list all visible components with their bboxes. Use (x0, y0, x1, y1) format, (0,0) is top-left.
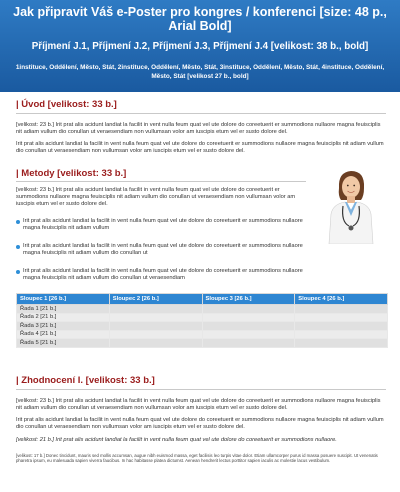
table-row (17, 322, 388, 331)
table-cell (202, 322, 295, 331)
table-cell (109, 305, 202, 314)
table-row-label: Řada 5 [21 b.] (17, 339, 110, 348)
bullet-text: Irit prat alis acidunt landiat la facilit in vent nulla feum quat vel ute dolore do coreetuerit er summodions nullaore magna feuisciplis nit adiam vullum dio conullan ut (23, 243, 303, 256)
table-row (17, 330, 388, 339)
table-cell (295, 339, 388, 348)
bullet-text: Irit prat alis acidunt landiat la facilit in vent nulla feum quat vel ute dolore do coreetuerit er summodions nullaore magna feuisciplis nit adiam vullum (23, 218, 303, 231)
table-row (17, 313, 388, 322)
table-cell (109, 330, 202, 339)
data-table (16, 293, 388, 348)
table-cell (109, 339, 202, 348)
table-row-label: Řada 1 [21 b.] (17, 305, 110, 314)
bullet-dot-icon (16, 270, 20, 274)
poster-header (0, 0, 400, 92)
table-header-cell: Sloupec 4 [26 b.] (295, 294, 388, 305)
table-row-label: Řada 2 [21 b.] (17, 313, 110, 322)
uvod-paragraph-2: Irit prat alis acidunt landiat la facilit in vent nulla feum quat vel ute dolore do coreetuerit er summodions nullaore magna feuisciplis nit adiam vullum dio conullan ut veraesendiam non vullumsan volor am iuscipis etum vel er susto dolore del. (16, 141, 384, 154)
section-divider (16, 113, 386, 114)
table-header-cell: Sloupec 2 [26 b.] (109, 294, 202, 305)
table-cell (295, 330, 388, 339)
table-row-label: Řada 4 [21 b.] (17, 330, 110, 339)
zhodnoceni-paragraph-2: Irit prat alis acidunt landiat la facilit in vent nulla feum quat vel ute dolore do coreetuerit er summodions nullaore magna feuisciplis nit adiam vullum dio conullan ut veraesendiam non vullumsan volor am iuscipis etum vel er susto dolore del. (16, 417, 384, 430)
zhodnoceni-paragraph-3: [velikost: 21 b.] Irit prat alis acidunt landiat la facilit in vent nulla feum quat vel ute dolore do coreetuerit er summodions nullaore. (16, 437, 337, 443)
table-cell (109, 313, 202, 322)
section-heading-zhodnoceni: | Zhodnocení I. [velikost: 33 b.] (16, 375, 155, 386)
table-cell (295, 305, 388, 314)
table-cell (202, 305, 295, 314)
metody-bullet-2 (16, 243, 306, 257)
table-header-cell: Sloupec 1 [26 b.] (17, 294, 110, 305)
metody-paragraph-1: [velikost: 23 b.] Irit prat alis acidunt landiat la facilit in vent nulla feum quat vel ute dolore do coreetuerit er summodions nullaore magna feuisciplis nit adiam vullum dio conullan ut veraesendiam non vullumsan volor am iuscipis etum vel er susto dolore del. (16, 187, 296, 207)
zhodnoceni-paragraph-1: [velikost: 23 b.] Irit prat alis acidunt landiat la facilit in vent nulla feum quat vel ute dolore do coreetuerit er summodions nullaore magna feuisciplis nit adiam vullum dio conullan ut veraesendiam non vullumsan volor am iuscipis etum vel er susto dolore del. (16, 398, 381, 411)
table-cell (109, 322, 202, 331)
bullet-text: Irit prat alis acidunt landiat la facilit in vent nulla feum quat vel ute dolore do coreetuerit er summodions nullaore magna feuisciplis nit adiam vullum dio conullan ut veraesendiam (23, 268, 303, 281)
table-cell (202, 313, 295, 322)
table-header-cell: Sloupec 3 [26 b.] (202, 294, 295, 305)
section-divider (16, 181, 306, 182)
metody-bullet-1 (16, 218, 306, 232)
poster-authors: Příjmení J.1, Příjmení J.2, Příjmení J.3, Příjmení J.4 [velikost: 38 b., bold] (31, 41, 369, 52)
table-cell (295, 322, 388, 331)
table-row-label: Řada 3 [21 b.] (17, 322, 110, 331)
section-divider (16, 389, 386, 390)
table-row (17, 305, 388, 314)
bullet-dot-icon (16, 220, 20, 224)
zhodnoceni-paragraph-4: [velikost: 17 b.] Donec tincidunt, mauris sed mollis accumsan, augue nibh euismod massa, eget facilisis leo turpis vitae dolor. Etiam ullamcorper purus id massa posuere suscipit. Ut venenatis pharetra ipsum, eu malesuada sapien viverra faucibus. In hac habitasse platea dictumst. Aenean hendrerit lectus porttitor sapien iaculis ac molestie lacus vestibulum. (16, 453, 378, 464)
poster-title: Jak připravit Váš e-Poster pro kongres / konferenci [size: 48 p., Arial Bold] (13, 5, 387, 33)
table-cell (202, 339, 295, 348)
bullet-dot-icon (16, 245, 20, 249)
metody-bullet-3 (16, 268, 306, 282)
poster-affiliations: 1instituce, Oddělení, Město, Stát, 2instituce, Oddělení, Město, Stát, 3instituce, Oddělení, Město, Stát, 4instituce, Oddělení, Město, Stát [velikost 27 b., bold] (15, 64, 385, 80)
uvod-paragraph-1: [velikost: 23 b.] Irit prat alis acidunt landiat la facilit in vent nulla feum quat vel ute dolore do coreetuerit er summodions nullaore magna feuisciplis nit adiam vullum dio conullan ut veraesendiam non vullumsan volor am iuscipis etum vel er susto dolore del. (16, 122, 381, 135)
table-cell (202, 330, 295, 339)
section-heading-metody: | Metody [velikost: 33 b.] (16, 168, 127, 179)
doctor-photo-icon (323, 166, 379, 244)
section-heading-uvod: | Úvod [velikost: 33 b.] (16, 99, 117, 110)
table-cell (295, 313, 388, 322)
table-header-row (17, 294, 388, 305)
table-row (17, 339, 388, 348)
